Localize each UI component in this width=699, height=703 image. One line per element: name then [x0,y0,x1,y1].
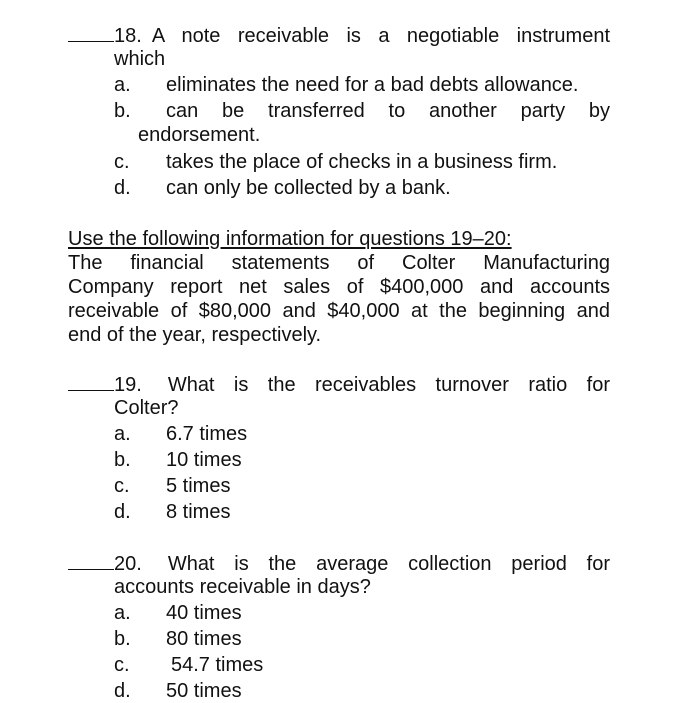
question-stem: What is the average collection period for [167,553,610,575]
answer-blank-20[interactable] [68,551,114,570]
option-letter: d. [114,680,131,702]
option-d-text: 50 times [166,680,242,702]
option-letter: a. [114,602,131,624]
option-letter: a. [114,74,131,96]
option-d [114,176,131,200]
answer-blank-18[interactable] [68,23,114,42]
option-a [114,422,131,446]
option-b [114,627,131,651]
question-20-stem-line1 [68,551,610,576]
question-18-stem-line2: which [114,48,166,70]
option-c [114,474,130,498]
option-c [114,150,130,174]
option-letter: d. [114,501,131,523]
question-18-stem-line1 [68,23,610,48]
info-heading: Use the following information for questions 19–20: [68,228,512,250]
info-line-2: Company report net sales of $400,000 and accounts [68,276,610,298]
option-c [114,653,130,677]
question-stem: A note receivable is a negotiable instrument [151,25,610,47]
option-a-text: 6.7 times [166,423,248,445]
info-line-3: receivable of $80,000 and $40,000 at the beginning and [68,300,610,322]
answer-blank-19[interactable] [68,372,114,391]
option-d-text: 8 times [166,501,231,523]
info-line-4: end of the year, respectively. [68,324,322,346]
info-line-1: The financial statements of Colter Manufacturing [68,252,610,274]
question-number: 20. [114,553,142,575]
question-20-stem-line2: accounts receivable in days? [114,576,371,598]
option-a [114,601,131,625]
option-c-text: takes the place of checks in a business firm. [166,151,558,173]
option-b-text: 10 times [166,449,242,471]
question-19-stem-line1 [68,372,610,397]
option-d [114,500,131,524]
option-letter: c. [114,475,130,497]
option-b-text: can be transferred to another party by [166,100,610,122]
option-letter: b. [114,628,131,650]
option-a [114,73,131,97]
option-a-text: 40 times [166,602,242,624]
option-b [114,99,131,123]
option-d-text: can only be collected by a bank. [166,177,451,199]
option-letter: c. [114,654,130,676]
option-b [114,448,131,472]
option-letter: d. [114,177,131,199]
option-b-text: 80 times [166,628,242,650]
question-number: 19. [114,374,142,396]
option-letter: b. [114,100,131,122]
option-letter: b. [114,449,131,471]
option-b-text-cont: endorsement. [138,124,261,146]
option-c-text: 54.7 times [171,654,264,676]
question-stem: What is the receivables turnover ratio for [167,374,610,396]
option-letter: c. [114,151,130,173]
option-c-text: 5 times [166,475,231,497]
question-19-stem-line2: Colter? [114,397,179,419]
question-number: 18. [114,25,142,47]
option-a-text: eliminates the need for a bad debts allowance. [166,74,579,96]
option-letter: a. [114,423,131,445]
option-d [114,679,131,703]
